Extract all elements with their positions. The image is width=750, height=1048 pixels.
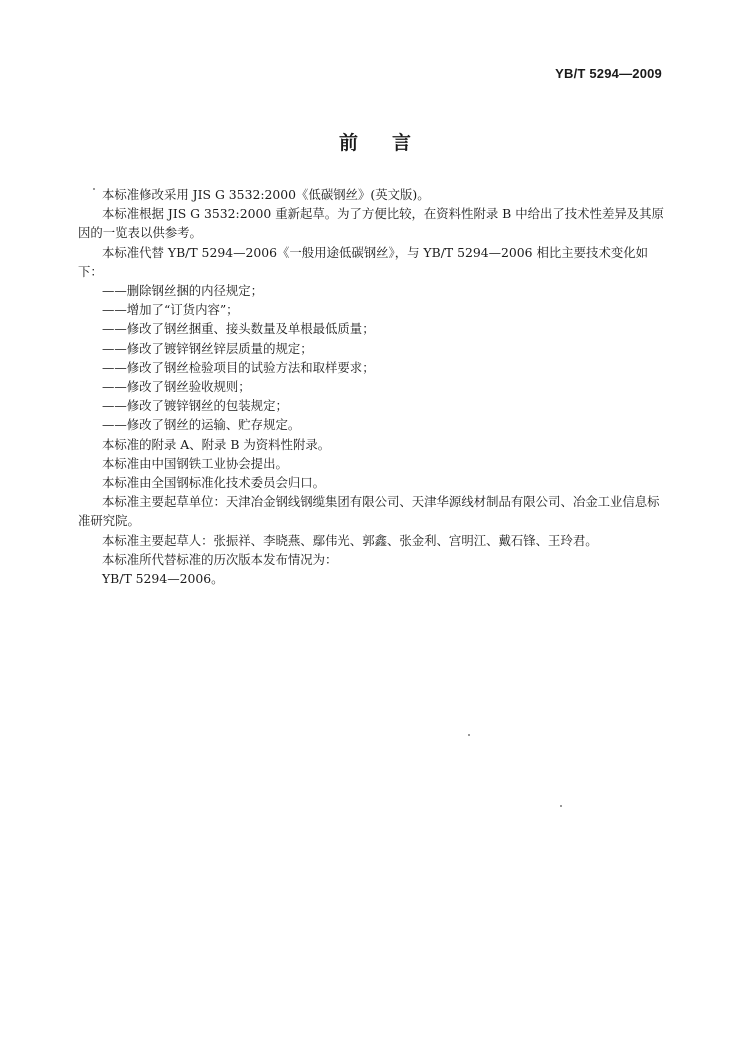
paragraph: 本标准代替 YB/T 5294—2006《一般用途低碳钢丝》，与 YB/T 5294—2006 相比主要技术变化如下： xyxy=(78,244,649,279)
paragraph: 本标准根据 JIS G 3532:2000 重新起草。为了方便比较，在资料性附录 B 中给出了技术性差异及其原因的一览表以供参考。 xyxy=(78,206,664,241)
change-item: ——修改了钢丝验收规则； xyxy=(102,379,251,395)
scan-speck xyxy=(468,734,470,736)
page-title: 前言 xyxy=(338,132,445,154)
paragraph: 本标准所代替标准的历次版本发布情况为： xyxy=(102,551,338,567)
paragraph: 本标准的附录 A、附录 B 为资料性附录。 xyxy=(102,436,331,452)
change-item: ——增加了“订货内容”； xyxy=(102,302,239,318)
paragraph: YB/T 5294—2006。 xyxy=(102,571,224,587)
scan-speck xyxy=(93,188,95,190)
change-item: ——修改了钢丝的运输、贮存规定。 xyxy=(102,417,301,433)
change-item: ——修改了镀锌钢丝的包装规定； xyxy=(102,398,288,414)
change-item: ——修改了镀锌钢丝锌层质量的规定； xyxy=(102,340,313,356)
scan-speck xyxy=(560,805,562,807)
standard-number: YB/T 5294—2009 xyxy=(555,66,662,81)
change-item: ——修改了钢丝检验项目的试验方法和取样要求； xyxy=(102,359,375,375)
foreword-body xyxy=(78,185,668,588)
paragraph: 本标准主要起草人：张振祥、李晓燕、鄢伟光、郭鑫、张金利、宫明江、戴石锋、王玲君。 xyxy=(102,532,598,548)
change-item: ——删除钢丝捆的内径规定； xyxy=(102,283,264,299)
paragraph: 本标准由中国钢铁工业协会提出。 xyxy=(102,455,288,471)
change-item: ——修改了钢丝捆重、接头数量及单根最低质量； xyxy=(102,321,375,337)
paragraph: 本标准主要起草单位：天津冶金钢线钢缆集团有限公司、天津华源线材制品有限公司、冶金工业信息标准研究院。 xyxy=(78,494,660,529)
paragraph: 本标准修改采用 JIS G 3532:2000《低碳钢丝》(英文版)。 xyxy=(102,187,430,202)
paragraph: 本标准由全国钢标准化技术委员会归口。 xyxy=(102,475,326,491)
